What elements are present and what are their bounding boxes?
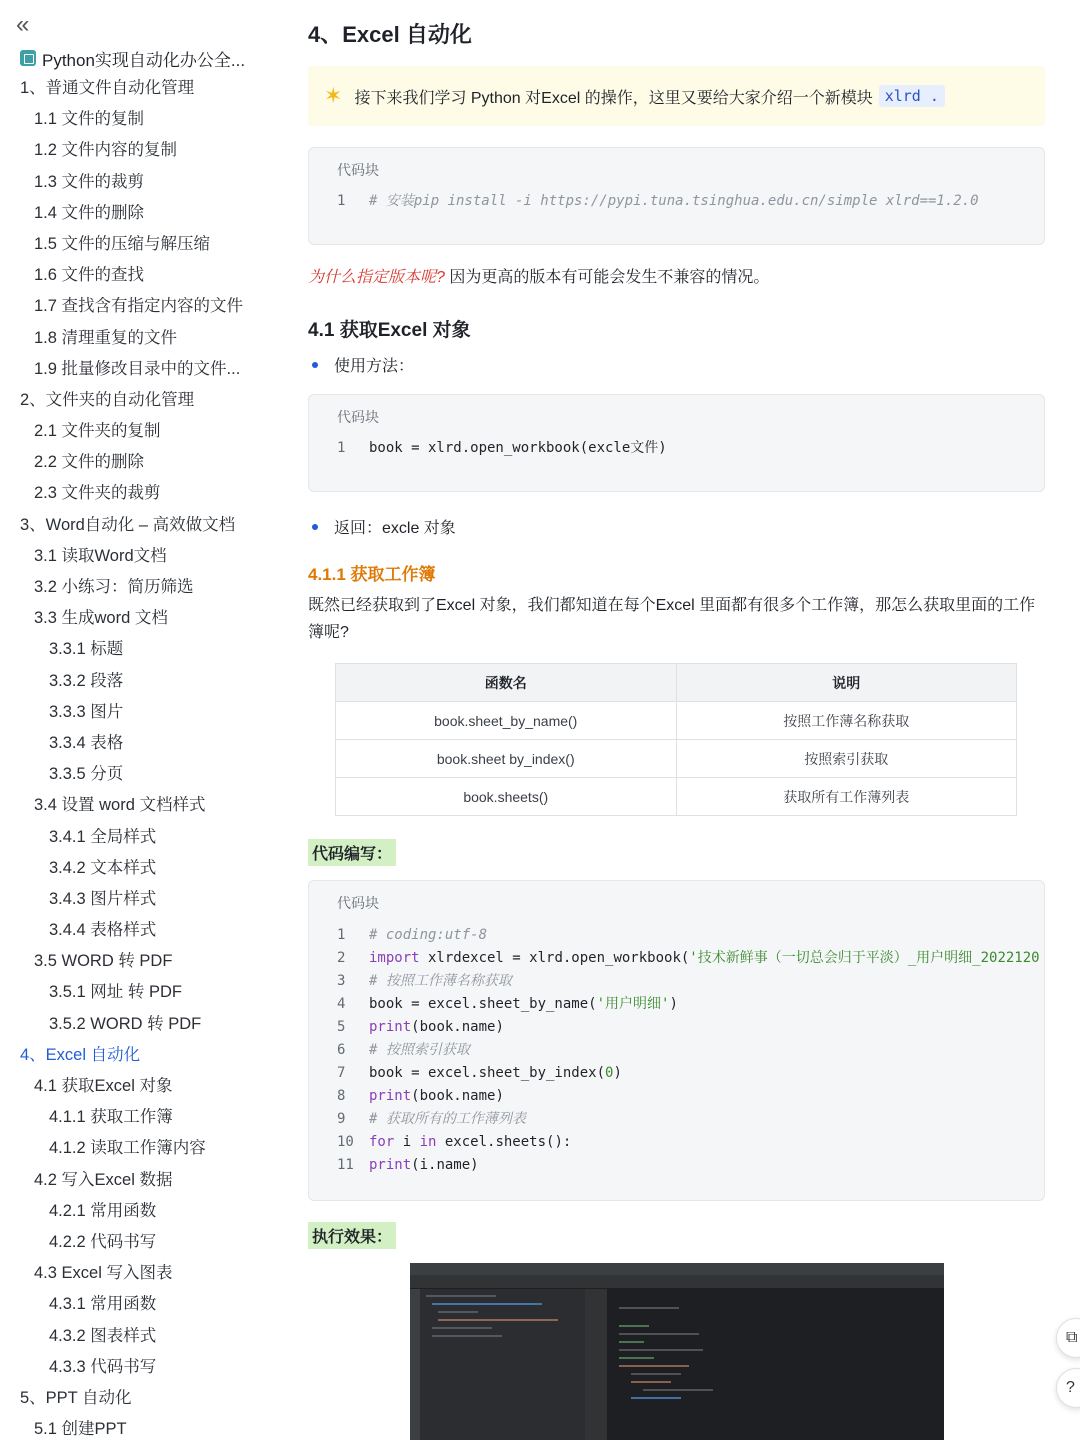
- collapse-sidebar-icon[interactable]: «: [16, 11, 30, 38]
- code-line: 9 # 获取所有的工作薄列表: [337, 1111, 526, 1127]
- sidebar: [0, 0, 262, 1440]
- code-block-install[interactable]: [308, 147, 1045, 245]
- ide-menubar: [410, 1263, 944, 1275]
- code-line: 7 book = excel.sheet_by_index(0): [337, 1065, 622, 1081]
- table-cell: book.sheets(): [336, 778, 677, 816]
- bullet-return: [308, 515, 456, 538]
- execution-result-label: 执行效果：: [308, 1222, 396, 1249]
- toc-item[interactable]: 4.2.2 代码书写: [49, 1232, 157, 1251]
- doc-title: Python实现自动化办公全...: [42, 50, 246, 70]
- why-question: 为什么指定版本呢?: [308, 269, 445, 286]
- toc-item[interactable]: 3.2 小练习：简历筛选: [34, 578, 194, 596]
- toc-item[interactable]: 1.3 文件的裁剪: [34, 172, 145, 191]
- doc-root-item[interactable]: [20, 44, 245, 72]
- table-of-contents: [0, 73, 262, 1440]
- table-cell: 获取所有工作薄列表: [676, 778, 1017, 816]
- code-line: 8 print(book.name): [337, 1088, 504, 1104]
- toc-item[interactable]: 1.4 文件的删除: [34, 203, 145, 222]
- table-row: [336, 740, 1017, 778]
- toc-item[interactable]: 1.8 清理重复的文件: [34, 328, 178, 347]
- code-line: 10 for i in excel.sheets():: [337, 1134, 572, 1150]
- toc-item[interactable]: 2.1 文件夹的复制: [34, 422, 161, 441]
- code-line: 2 import xlrdexcel = xlrd.open_workbook('技术新鲜事（一切总会归于平淡）_用户明细_2022120: [337, 950, 1040, 966]
- table-cell: 按照工作薄名称获取: [676, 702, 1017, 740]
- ide-screenshot-image: [410, 1263, 944, 1440]
- ide-gutter: [585, 1289, 607, 1440]
- toc-item[interactable]: 3.3.2 段落: [49, 671, 124, 690]
- toc-item[interactable]: 4.3.2 图表样式: [49, 1326, 157, 1345]
- code-block-title: 代码块: [337, 409, 379, 425]
- section-title: 4、Excel 自动化: [308, 22, 472, 47]
- toc-item[interactable]: 1.9 批量修改目录中的文件...: [34, 359, 241, 378]
- toc-item[interactable]: 4.3.3 代码书写: [49, 1357, 157, 1376]
- code-line: 11 print(i.name): [337, 1157, 479, 1173]
- inline-code: xlrd .: [879, 85, 945, 107]
- ide-side-strip: [410, 1289, 420, 1440]
- ide-project-tree: [420, 1289, 585, 1440]
- table-cell: book.sheet_by_name(): [336, 702, 677, 740]
- toc-item[interactable]: 4.3.1 常用函数: [49, 1295, 157, 1314]
- why-answer: 因为更高的版本有可能会发生不兼容的情况。: [444, 269, 770, 286]
- table-row: [336, 778, 1017, 816]
- toc-item[interactable]: 3.4 设置 word 文档样式: [34, 796, 206, 815]
- toc-item[interactable]: 4.2.1 常用函数: [49, 1201, 157, 1220]
- toc-item[interactable]: 2、文件夹的自动化管理: [20, 390, 195, 409]
- code-block-title: 代码块: [337, 162, 379, 178]
- toc-item[interactable]: 2.3 文件夹的裁剪: [34, 484, 161, 503]
- toc-item[interactable]: 2.2 文件的删除: [34, 453, 145, 472]
- toc-item[interactable]: 3、Word自动化 – 高效做文档: [20, 515, 236, 534]
- code-block-title: 代码块: [337, 895, 379, 911]
- toc-item[interactable]: 3.4.4 表格样式: [49, 921, 157, 940]
- code-line: 4 book = excel.sheet_by_name('用户明细'): [337, 996, 678, 1012]
- toc-item[interactable]: 3.3.4 表格: [49, 733, 124, 752]
- code-line: 1 book = xlrd.open_workbook(excle文件): [337, 440, 667, 456]
- code-line: 1 # 安装pip install -i https://pypi.tuna.tsinghua.edu.cn/simple xlrd==1.2.0: [337, 193, 979, 209]
- toc-item[interactable]: 3.5.1 网址 转 PDF: [49, 983, 182, 1002]
- toc-item[interactable]: 3.5 WORD 转 PDF: [34, 952, 173, 971]
- toc-item[interactable]: 4.3 Excel 写入图表: [34, 1264, 173, 1283]
- workbook-paragraph: 既然已经获取到了Excel 对象，我们都知道在每个Excel 里面都有很多个工作簿，那怎么获取里面的工作簿呢?: [308, 597, 1036, 641]
- ide-editor: [607, 1289, 944, 1440]
- doc-icon: [20, 50, 36, 66]
- callout: [308, 66, 1045, 126]
- code-line: 3 # 按照工作薄名称获取: [337, 973, 512, 989]
- toc-item[interactable]: 1.1 文件的复制: [34, 110, 145, 129]
- toc-item[interactable]: 3.3 生成word 文档: [34, 609, 168, 628]
- toc-item[interactable]: 3.4.2 文本样式: [49, 858, 157, 877]
- heading-4-1: 4.1 获取Excel 对象: [308, 320, 471, 341]
- callout-text: 接下来我们学习 Python 对Excel 的操作，这里又要给大家介绍一个新模块: [354, 89, 873, 107]
- help-icon[interactable]: ?: [1056, 1368, 1080, 1408]
- toc-item[interactable]: 3.3.1 标题: [49, 640, 124, 659]
- table-cell: book.sheet by_index(): [336, 740, 677, 778]
- toc-item[interactable]: 4、Excel 自动化: [20, 1045, 141, 1064]
- code-block-sheets[interactable]: [308, 880, 1045, 1201]
- toc-item[interactable]: 1.6 文件的查找: [34, 266, 145, 285]
- code-block-open-workbook[interactable]: [308, 394, 1045, 492]
- toc-item[interactable]: 4.2 写入Excel 数据: [34, 1170, 173, 1189]
- code-line: 6 # 按照索引获取: [337, 1042, 470, 1058]
- code-writing-label: 代码编写：: [308, 839, 396, 866]
- heading-4-1-1: 4.1.1 获取工作簿: [308, 565, 436, 584]
- function-table: [335, 663, 1017, 816]
- toc-item[interactable]: 1.7 查找含有指定内容的文件: [34, 297, 244, 316]
- bullet-dot: [312, 362, 318, 368]
- toc-item[interactable]: 1.2 文件内容的复制: [34, 141, 178, 160]
- toc-item[interactable]: 3.3.5 分页: [49, 765, 124, 784]
- star-icon: ✶: [324, 83, 343, 108]
- bullet-usage: [308, 353, 414, 376]
- bullet-text: 返回：excle 对象: [334, 520, 456, 537]
- table-header-cell: 说明: [676, 664, 1017, 702]
- bullet-dot: [312, 524, 318, 530]
- toc-item[interactable]: 4.1.1 获取工作簿: [49, 1108, 173, 1127]
- toc-item[interactable]: 3.3.3 图片: [49, 702, 124, 721]
- code-line: 1 # coding:utf-8: [337, 927, 488, 943]
- toc-item[interactable]: 3.4.1 全局样式: [49, 827, 157, 846]
- copy-icon[interactable]: ⧉: [1056, 1318, 1080, 1358]
- toc-item[interactable]: 1、普通文件自动化管理: [20, 79, 195, 97]
- toc-item[interactable]: 5、PPT 自动化: [20, 1388, 132, 1407]
- bullet-text: 使用方法：: [334, 358, 415, 375]
- table-header-row: [336, 664, 1017, 702]
- toc-item[interactable]: 4.1 获取Excel 对象: [34, 1077, 173, 1095]
- toc-item[interactable]: 5.1 创建PPT: [34, 1420, 127, 1439]
- toc-item[interactable]: 3.4.3 图片样式: [49, 889, 157, 908]
- table-cell: 按照索引获取: [676, 740, 1017, 778]
- why-version-paragraph: [308, 264, 769, 291]
- toc-item[interactable]: 4.1.2 读取工作簿内容: [49, 1139, 206, 1158]
- toc-item[interactable]: 3.1 读取Word文档: [34, 546, 167, 565]
- table-header-cell: 函数名: [336, 664, 677, 702]
- toc-item[interactable]: 1.5 文件的压缩与解压缩: [34, 234, 211, 253]
- table-row: [336, 702, 1017, 740]
- ide-toolbar: [410, 1275, 944, 1289]
- toc-item[interactable]: 3.5.2 WORD 转 PDF: [49, 1014, 202, 1033]
- code-line: 5 print(book.name): [337, 1019, 504, 1035]
